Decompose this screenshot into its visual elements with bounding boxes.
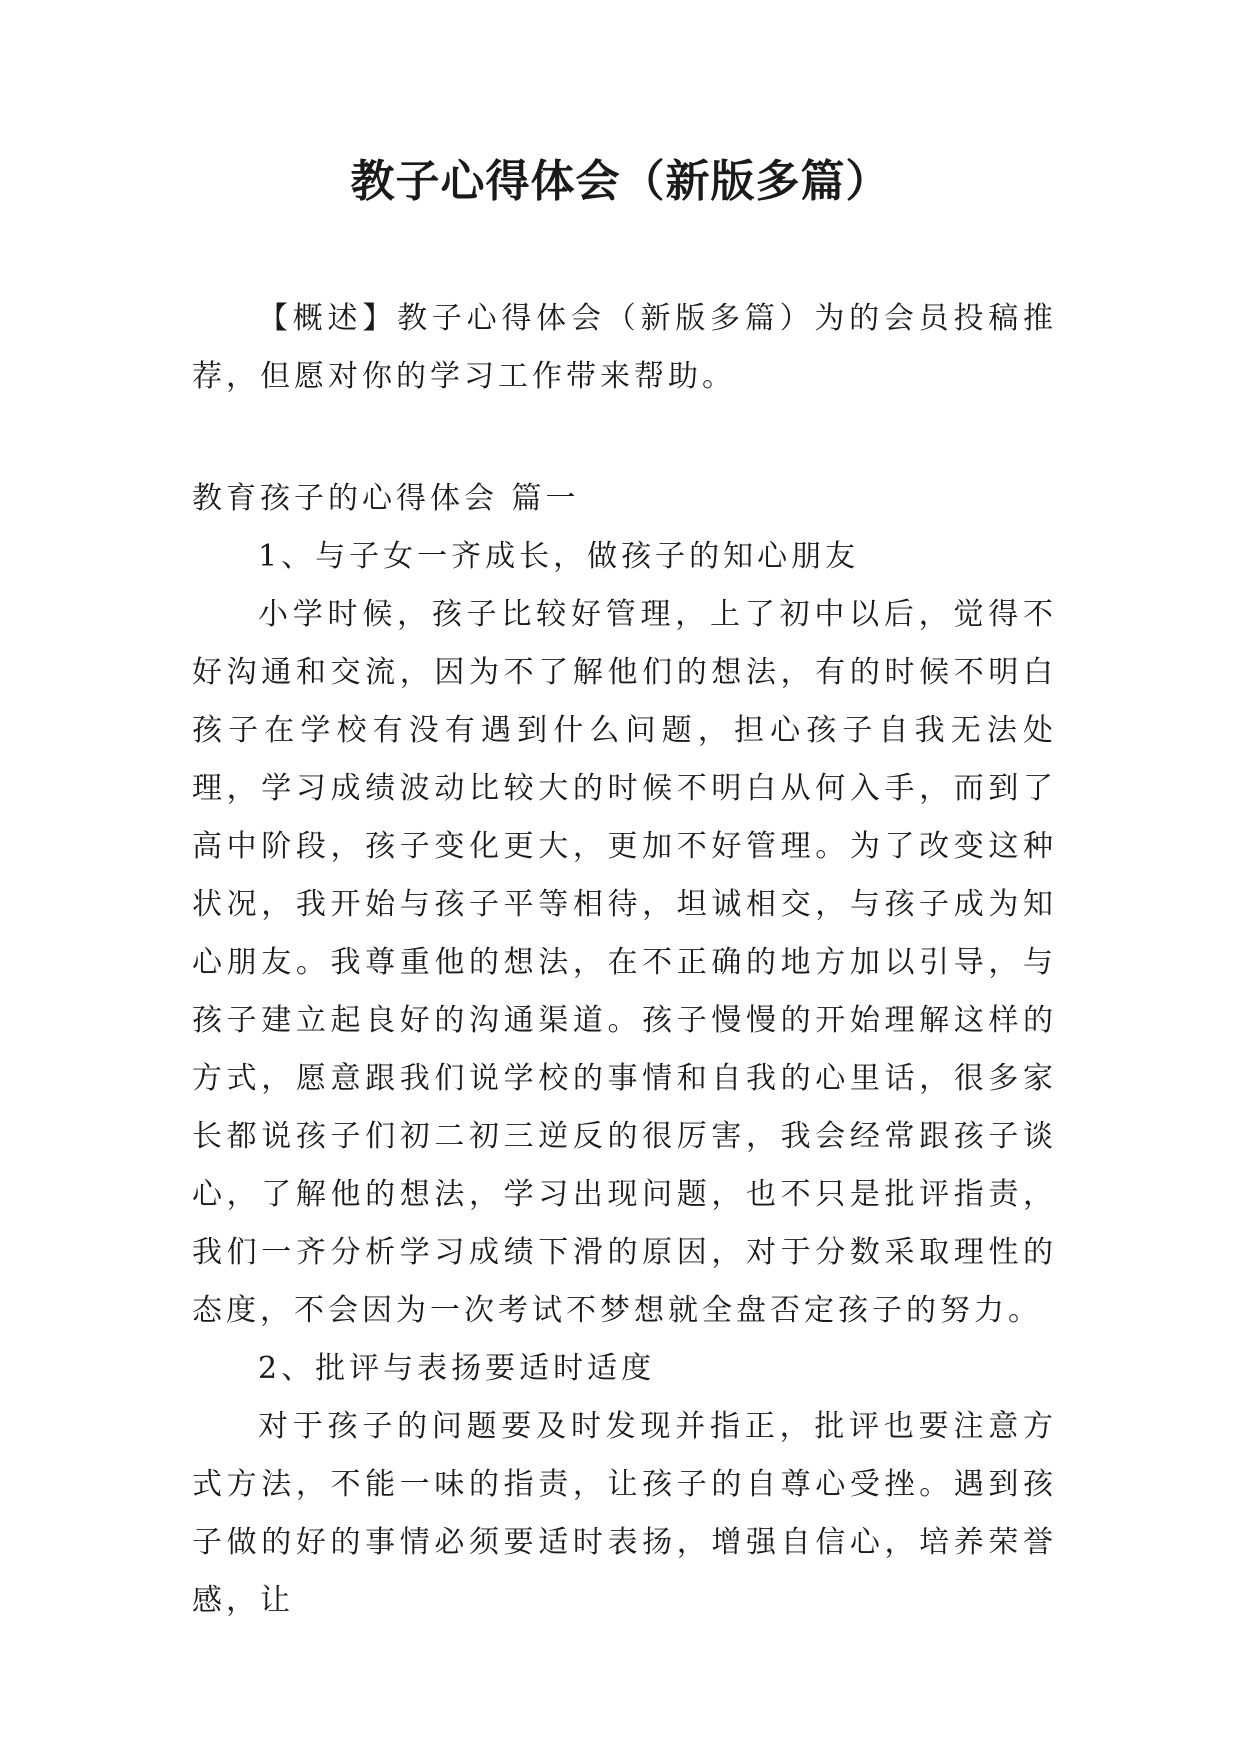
point2-paragraph: 对于孩子的问题要及时发现并指正，批评也要注意方式方法，不能一味的指责，让孩子的自尊心受挫。遇到孩子做的好的事情必须要适时表扬，增强自信心，培养荣誉感，让	[192, 1409, 1057, 1618]
point1-heading: 1、与子女一齐成长，做孩子的知心朋友	[258, 539, 860, 574]
document-title: 教子心得体会（新版多篇）	[350, 156, 891, 207]
point2-heading: 2、批评与表扬要适时适度	[258, 1351, 656, 1386]
point1-paragraph: 小学时候，孩子比较好管理，上了初中以后，觉得不好沟通和交流，因为不了解他们的想法，有的时候不明白孩子在学校有没有遇到什么问题，担心孩子自我无法处理，学习成绩波动比较大的时候不明白从何入手，而到了高中阶段，孩子变化更大，更加不好管理。为了改变这种状况，我开始与孩子平等相待，坦诚相交，与孩子成为知心朋友。我尊重他的想法，在不正确的地方加以引导，与孩子建立起良好的沟通渠道。孩子慢慢的开始理解这样的方式，愿意跟我们说学校的事情和自我的心里话，很多家长都说孩子们初二初三逆反的很厉害，我会经常跟孩子谈心，了解他的想法，学习出现问题，也不只是批评指责，我们一齐分析学习成绩下滑的原因，对于分数采取理性的态度，不会因为一次考试不梦想就全盘否定孩子的努力。	[192, 597, 1057, 1328]
summary-paragraph: 【概述】教子心得体会（新版多篇）为的会员投稿推荐，但愿对你的学习工作带来帮助。	[192, 301, 1057, 394]
section-heading: 教育孩子的心得体会 篇一	[192, 481, 580, 516]
document-body	[192, 290, 1057, 1630]
